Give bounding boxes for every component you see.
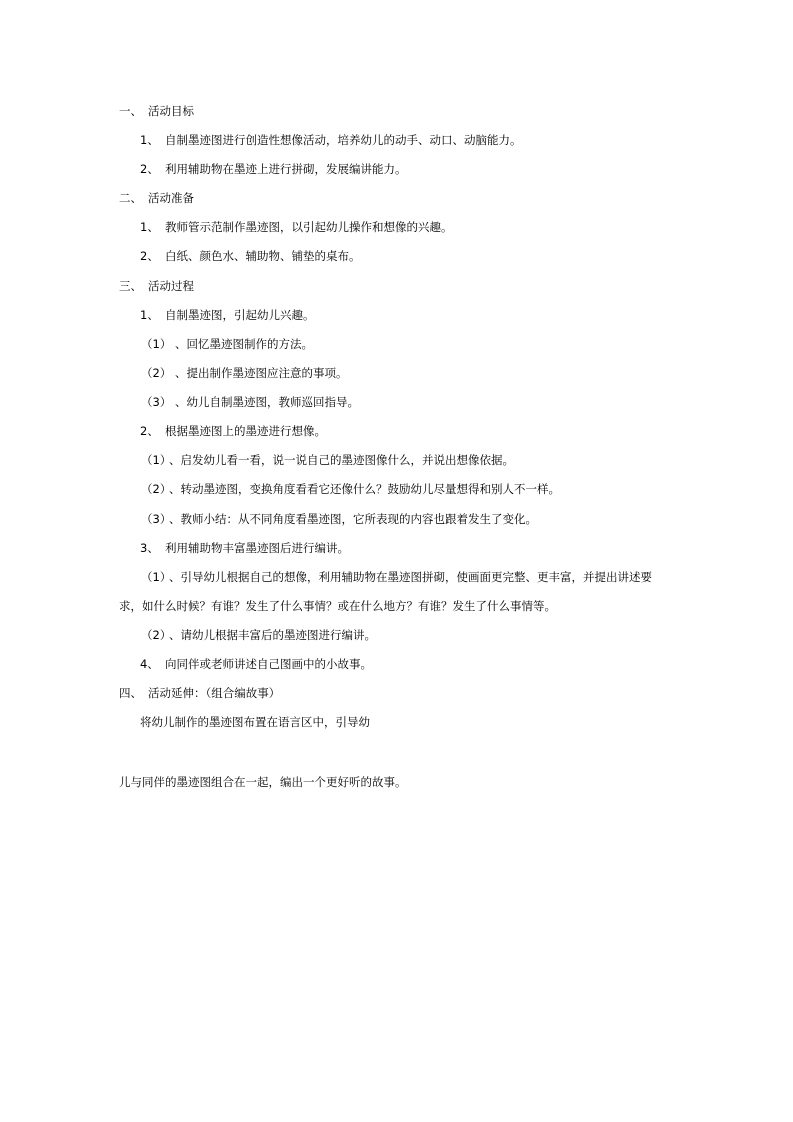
item-number: 1、 bbox=[140, 220, 159, 234]
sub-text: 、启发幼儿看一看，说一说自己的墨迹图像什么，并说出想像依据。 bbox=[169, 453, 514, 467]
section-title: 活动过程 bbox=[148, 279, 194, 293]
list-item bbox=[140, 219, 453, 235]
list-item bbox=[140, 132, 522, 148]
item-text: 利用辅助物丰富墨迹图后进行编讲。 bbox=[165, 541, 349, 555]
sub-item bbox=[141, 627, 376, 643]
sub-text: 、回忆墨迹图制作的方法。 bbox=[175, 337, 313, 351]
list-item bbox=[140, 248, 361, 264]
section-title: 活动目标 bbox=[148, 104, 194, 118]
sub-item bbox=[141, 336, 313, 352]
sub-item-continuation: 求，如什么时候？有谁？发生了什么事情？或在什么地方？有谁？发生了什么事情等。 bbox=[119, 599, 556, 613]
item-text: 自制墨迹图进行创造性想像活动，培养幼儿的动手、动口、动脑能力。 bbox=[165, 133, 522, 147]
item-number: 2、 bbox=[140, 162, 159, 176]
paragraph: 将幼儿制作的墨迹图布置在语言区中，引导幼 bbox=[140, 715, 370, 729]
list-item bbox=[140, 161, 407, 177]
section-number: 三、 bbox=[119, 279, 142, 293]
section-title: 活动延伸：（组合编故事） bbox=[148, 686, 281, 700]
sub-number: （1） bbox=[141, 570, 172, 584]
sub-item bbox=[141, 569, 652, 585]
sub-number: （2） bbox=[141, 482, 172, 496]
item-text: 向同伴或老师讲述自己图画中的小故事。 bbox=[165, 657, 372, 671]
sub-number: （2） bbox=[141, 366, 172, 380]
sub-number: （1） bbox=[141, 453, 172, 467]
section-number: 四、 bbox=[119, 686, 142, 700]
section-2-heading bbox=[119, 190, 194, 206]
item-text: 白纸、颜色水、辅助物、铺垫的桌布。 bbox=[165, 249, 361, 263]
item-number: 2、 bbox=[140, 424, 159, 438]
section-number: 一、 bbox=[119, 104, 142, 118]
section-3-heading bbox=[119, 278, 194, 294]
sub-item bbox=[141, 511, 537, 527]
section-1-heading bbox=[119, 103, 194, 119]
item-text: 自制墨迹图，引起幼儿兴趣。 bbox=[165, 308, 315, 322]
sub-item bbox=[141, 365, 348, 381]
section-4-heading bbox=[119, 685, 280, 701]
sub-number: （1） bbox=[141, 337, 172, 351]
list-item bbox=[140, 423, 326, 439]
sub-text: 、提出制作墨迹图应注意的事项。 bbox=[175, 366, 348, 380]
sub-item bbox=[141, 452, 514, 468]
item-number: 1、 bbox=[140, 133, 159, 147]
list-item bbox=[140, 540, 349, 556]
sub-text: 、幼儿自制墨迹图，教师巡回指导。 bbox=[175, 395, 359, 409]
section-number: 二、 bbox=[119, 191, 142, 205]
section-title: 活动准备 bbox=[148, 191, 194, 205]
item-number: 1、 bbox=[140, 308, 159, 322]
sub-text: 、请幼儿根据丰富后的墨迹图进行编讲。 bbox=[169, 628, 376, 642]
sub-text: 、教师小结：从不同角度看墨迹图，它所表现的内容也跟着发生了变化。 bbox=[169, 512, 537, 526]
sub-number: （3） bbox=[141, 395, 172, 409]
item-number: 4、 bbox=[140, 657, 159, 671]
sub-text: 、引导幼儿根据自己的想像，利用辅助物在墨迹图拼砌，使画面更完整、更丰富，并提出讲述要 bbox=[169, 570, 652, 584]
sub-number: （3） bbox=[141, 512, 172, 526]
sub-item bbox=[141, 481, 560, 497]
paragraph: 儿与同伴的墨迹图组合在一起，编出一个更好听的故事。 bbox=[119, 775, 407, 789]
item-number: 2、 bbox=[140, 249, 159, 263]
list-item bbox=[140, 307, 315, 323]
sub-text: 、转动墨迹图，变换角度看看它还像什么？鼓励幼儿尽量想得和别人不一样。 bbox=[169, 482, 560, 496]
item-text: 根据墨迹图上的墨迹进行想像。 bbox=[165, 424, 326, 438]
item-number: 3、 bbox=[140, 541, 159, 555]
item-text: 教师管示范制作墨迹图，以引起幼儿操作和想像的兴趣。 bbox=[165, 220, 453, 234]
sub-number: （2） bbox=[141, 628, 172, 642]
item-text: 利用辅助物在墨迹上进行拼砌，发展编讲能力。 bbox=[165, 162, 407, 176]
list-item bbox=[140, 656, 372, 672]
sub-item bbox=[141, 394, 359, 410]
